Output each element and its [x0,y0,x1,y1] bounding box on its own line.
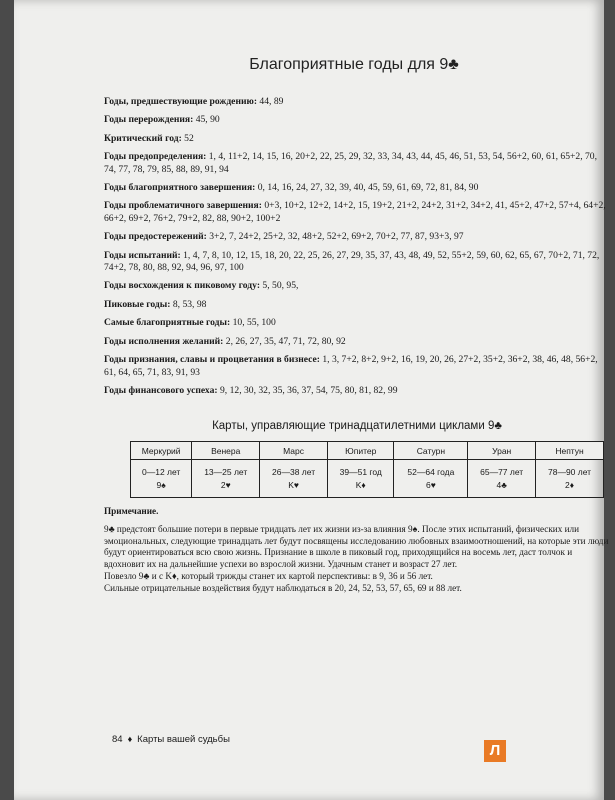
planet-header: Меркурий [131,442,192,460]
planet-header: Сатурн [394,442,468,460]
years-list [104,96,609,403]
years-value: 2, 26, 27, 35, 47, 71, 72, 80, 92 [223,335,346,347]
years-value: 52 [181,132,194,144]
note-paragraph: 9♣ предстоят большие потери в первые тридцать лет их жизни из-за влияния 9♠. После этих испытаний, физических или эмоциональных, следующие тринадцать лет будут посвящены исследованию любовных взаимоотношений, на которые эти люди будут ориентироваться всю свою жизнь. Признание в школе в пиковый год, приходящийся на восемь лет, даст толчок и вдохновит их на дальнейшие успехи во взрослой жизни. Удачным станет и возраст 27 лет. [104,523,609,570]
cycle-cell [394,460,468,498]
years-value: 10, 55, 100 [230,317,276,329]
years-value: 3+2, 7, 24+2, 25+2, 32, 48+2, 52+2, 69+2, 70+2, 77, 87, 93+3, 97 [206,231,464,243]
years-label: Годы, предшествующие рождению: [104,96,258,107]
years-value: 1, 4, 11+2, 14, 15, 16, 20+2, 22, 25, 29, 32, 33, 34, 43, 44, 45, 46, 51, 53, 54, 56+2, 60, 61, 65+2, 70, 74, 77, 78, 79, 85, 88, 89, 91, 94 [104,151,598,175]
years-label: Годы благоприятного завершения: [104,182,256,194]
planet-header: Марс [260,442,328,460]
cycles-data-row [131,460,604,498]
years-value: 8, 53, 98 [170,298,207,310]
years-row [104,354,609,379]
page-title: Благоприятные годы для 9♣ [249,56,459,73]
book-page [14,0,609,800]
years-row [104,151,609,176]
planet-header: Нептун [536,442,604,460]
note-block [104,506,609,595]
years-value: 9, 12, 30, 32, 35, 36, 37, 54, 75, 80, 81, 82, 99 [217,384,398,396]
years-row [104,299,609,311]
years-label: Годы испытаний: [104,249,181,261]
years-label: Годы предостережений: [104,231,207,243]
years-value: 0, 14, 16, 24, 27, 32, 39, 40, 45, 59, 61, 69, 72, 81, 84, 90 [255,182,479,194]
cycle-cell [131,460,192,498]
years-row [104,114,609,126]
cycle-period: 65—77 лет [480,466,524,477]
planet-header: Уран [468,442,536,460]
cycle-period: 78—90 лет [548,466,592,477]
years-row [104,96,609,108]
cycle-period: 13—25 лет [204,466,248,477]
years-value: 44, 89 [257,96,284,107]
years-label: Пиковые годы: [104,298,171,310]
book-title: Карты вашей судьбы [137,734,230,745]
years-label: Годы признания, славы и процветания в бизнесе: [104,354,320,366]
cycle-card: K♦ [355,479,366,490]
years-label: Годы перерождения: [104,114,194,126]
note-title: Примечание. [104,506,159,516]
years-row [104,385,609,397]
cycle-cell [536,460,604,498]
cycles-table [130,441,604,498]
years-value: 1, 3, 7+2, 8+2, 9+2, 16, 19, 20, 26, 27+2, 35+2, 36+2, 38, 46, 48, 56+2, 61, 64, 65, 71, 83, 91, 93 [104,354,598,378]
years-value: 5, 50, 95, [260,280,299,292]
cycle-card: 9♠ [156,479,166,490]
years-row [104,182,609,194]
cycle-period: 39—51 год [339,466,382,477]
cycle-card: 6♥ [425,479,436,490]
cycle-period: 26—38 лет [272,466,316,477]
years-value: 45, 90 [193,114,220,126]
cycles-title: Карты, управляющие тринадцатилетними циклами 9♣ [212,420,502,432]
years-row [104,336,609,348]
years-label: Годы предопределения: [104,151,207,163]
cycle-card: 2♥ [220,479,231,490]
diamond-icon: ♦ [127,734,133,744]
years-row [104,133,609,145]
cycle-cell [328,460,394,498]
cycle-cell [260,460,328,498]
years-label: Годы восхождения к пиковому году: [104,280,261,292]
note-paragraph: Повезло 9♣ и с K♦, который трижды станет их картой перспективы: в 9, 36 и 56 лет. [104,570,433,581]
cycle-period: 52—64 года [407,466,455,477]
years-label: Самые благоприятные годы: [104,317,231,329]
cycle-card: 2♦ [565,479,575,490]
years-row [104,231,609,243]
years-label: Годы финансового успеха: [104,384,218,396]
page-footer [112,734,230,745]
planet-header: Венера [192,442,260,460]
years-row [104,317,609,329]
publisher-logo: Л [484,740,506,762]
years-row [104,200,609,225]
cycle-card: 4♣ [496,479,507,490]
cycles-header-row [131,442,604,460]
years-value: 1, 4, 7, 8, 10, 12, 15, 18, 20, 22, 25, 26, 27, 29, 35, 37, 43, 48, 49, 52, 55+2, 59, 60, 62, 65, 67, 70+2, 71, 72, 74+2, 78, 80, 88, 92, 94, 96, 97, 100 [104,249,600,274]
years-label: Годы проблематичного завершения: [104,200,262,212]
cycle-cell [468,460,536,498]
years-row [104,250,609,275]
planet-header: Юпитер [328,442,394,460]
years-label: Критический год: [104,132,182,144]
cycle-cell [192,460,260,498]
cycle-card: K♥ [288,479,299,490]
years-label: Годы исполнения желаний: [104,335,224,347]
years-value: 0+3, 10+2, 12+2, 14+2, 15, 19+2, 21+2, 24+2, 31+2, 34+2, 41, 45+2, 47+2, 57+4, 64+2, 66+2, 69+2, 76+2, 79+2, 82, 88, 90+2, 100+2 [104,200,606,224]
page-number: 84 [112,734,123,745]
note-paragraph: Сильные отрицательные воздействия будут наблюдаться в 20, 24, 52, 53, 57, 65, 69 и 88 лет. [104,582,462,593]
cycle-period: 0—12 лет [141,466,181,477]
years-row [104,280,609,292]
